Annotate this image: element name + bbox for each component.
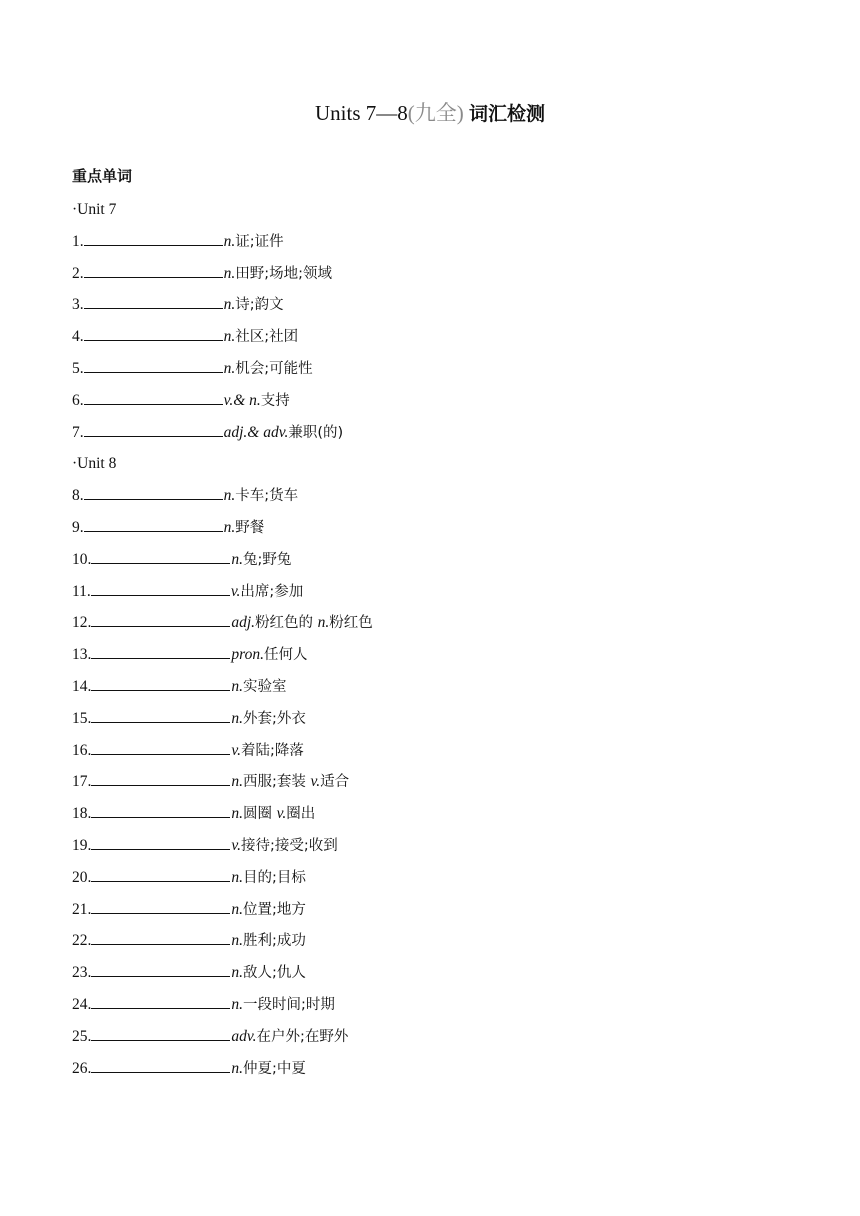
vocab-row <box>72 671 792 703</box>
answer-blank[interactable] <box>91 581 230 596</box>
part-of-speech: v. <box>230 582 241 600</box>
answer-blank[interactable] <box>91 708 230 723</box>
vocab-row <box>72 798 792 830</box>
answer-blank[interactable] <box>91 835 230 850</box>
part-of-speech: n. <box>231 932 243 950</box>
definition: 着陆;降落 <box>240 742 304 759</box>
definition: 卡车;货车 <box>235 488 299 505</box>
part-of-speech: n. <box>223 518 236 536</box>
item-number: 19. <box>72 836 92 854</box>
definition: 西服;套装 <box>243 774 311 791</box>
item-number: 14. <box>72 677 92 695</box>
definition: 外套;外衣 <box>243 710 306 727</box>
part-of-speech: n. <box>231 900 243 918</box>
definition: 目的;目标 <box>243 869 306 886</box>
definition: 圈出 <box>286 806 316 823</box>
definition: 位置;地方 <box>243 901 306 918</box>
item-number: 12. <box>72 614 92 632</box>
part-of-speech: adj.& adv. <box>223 423 289 441</box>
item-number: 16. <box>72 741 92 759</box>
vocab-row <box>72 321 792 353</box>
definition: 敌人;仇人 <box>243 965 306 982</box>
item-number: 17. <box>72 773 92 791</box>
vocab-row <box>72 957 792 989</box>
part-of-speech: n. <box>231 805 243 823</box>
item-number: 1. <box>72 232 84 250</box>
vocab-row <box>72 417 792 449</box>
vocab-row <box>72 512 792 544</box>
part-of-speech: n. <box>231 995 243 1013</box>
item-number: 24. <box>72 995 92 1013</box>
part-of-speech: v.& n. <box>223 391 261 409</box>
part-of-speech: n. <box>317 614 330 632</box>
item-number: 21. <box>72 900 92 918</box>
definition: 野餐 <box>235 519 265 536</box>
vocab-row <box>72 385 792 417</box>
definition: 社区;社团 <box>235 329 299 346</box>
vocab-row <box>72 1021 792 1053</box>
vocab-row <box>72 607 792 639</box>
item-number: 5. <box>72 359 84 377</box>
vocab-row <box>72 289 792 321</box>
answer-blank[interactable] <box>84 517 223 532</box>
vocab-row <box>72 989 792 1021</box>
definition: 圆圈 <box>243 806 277 823</box>
item-number: 26. <box>72 1059 92 1077</box>
item-number: 8. <box>72 487 84 505</box>
unit-label: ·Unit 8 <box>72 455 117 473</box>
vocab-row <box>72 925 792 957</box>
item-number: 13. <box>72 646 92 664</box>
definition: 仲夏;中夏 <box>243 1060 306 1077</box>
part-of-speech: n. <box>231 709 243 727</box>
vocab-row <box>72 639 792 671</box>
answer-blank[interactable] <box>91 803 230 818</box>
definition: 实验室 <box>243 678 287 695</box>
part-of-speech: n. <box>223 232 236 250</box>
definition: 兼职(的) <box>288 424 344 441</box>
answer-blank[interactable] <box>91 1026 230 1041</box>
title-chinese: 词汇检测 <box>469 103 546 125</box>
definition: 出席;参加 <box>240 583 304 600</box>
vocab-row <box>72 703 792 735</box>
vocab-row <box>72 258 792 290</box>
vocab-row <box>72 862 792 894</box>
part-of-speech: pron. <box>231 646 264 664</box>
vocab-row <box>72 544 792 576</box>
word-groups <box>72 194 792 1084</box>
item-number: 22. <box>72 932 92 950</box>
definition: 在户外;在野外 <box>256 1028 349 1045</box>
answer-blank[interactable] <box>91 899 230 914</box>
part-of-speech: adj. <box>231 614 256 632</box>
answer-blank[interactable] <box>84 231 223 246</box>
answer-blank[interactable] <box>84 485 223 500</box>
vocab-row <box>72 735 792 767</box>
item-number: 11. <box>72 582 91 600</box>
page-title <box>0 97 860 130</box>
answer-blank[interactable] <box>84 358 223 373</box>
vocab-row <box>72 480 792 512</box>
item-number: 4. <box>72 328 84 346</box>
definition: 支持 <box>260 392 290 409</box>
definition: 田野;场地;领域 <box>235 265 333 282</box>
item-number: 23. <box>72 964 92 982</box>
definition: 任何人 <box>263 647 308 664</box>
vocab-row <box>72 1053 792 1085</box>
item-number: 6. <box>72 391 84 409</box>
definition: 诗;韵文 <box>235 297 284 314</box>
item-number: 20. <box>72 868 92 886</box>
answer-blank[interactable] <box>91 549 230 564</box>
answer-blank[interactable] <box>84 390 223 405</box>
title-units: Units 7—8 <box>314 101 408 125</box>
item-number: 7. <box>72 423 84 441</box>
part-of-speech: n. <box>223 296 236 314</box>
vocab-row <box>72 894 792 926</box>
item-number: 2. <box>72 264 84 282</box>
part-of-speech: n. <box>231 677 243 695</box>
vocab-row <box>72 576 792 608</box>
answer-blank[interactable] <box>91 771 230 786</box>
definition: 兔;野兔 <box>243 551 292 568</box>
answer-blank[interactable] <box>84 326 223 341</box>
definition: 粉红色 <box>329 615 373 632</box>
unit-label: ·Unit 7 <box>72 201 117 218</box>
answer-blank[interactable] <box>84 263 223 278</box>
answer-blank[interactable] <box>91 1058 230 1073</box>
part-of-speech: n. <box>231 550 243 568</box>
answer-blank[interactable] <box>91 740 230 755</box>
definition: 机会;可能性 <box>235 360 313 377</box>
item-number: 9. <box>72 518 84 536</box>
part-of-speech: n. <box>223 487 236 505</box>
title-grade: (九全) <box>407 101 464 125</box>
answer-blank[interactable] <box>91 644 230 659</box>
part-of-speech: n. <box>223 328 236 346</box>
answer-blank[interactable] <box>91 994 230 1009</box>
answer-blank[interactable] <box>91 930 230 945</box>
item-number: 15. <box>72 709 92 727</box>
section-heading: 重点单词 <box>72 167 133 185</box>
part-of-speech: n. <box>223 264 236 282</box>
vocab-row <box>72 830 792 862</box>
part-of-speech: n. <box>231 964 243 982</box>
definition: 接待;接受;收到 <box>240 837 338 854</box>
part-of-speech: v. <box>310 773 321 791</box>
vocab-row <box>72 766 792 798</box>
part-of-speech: adv. <box>231 1027 257 1045</box>
answer-blank[interactable] <box>91 867 230 882</box>
vocab-row <box>72 226 792 258</box>
answer-blank[interactable] <box>91 962 230 977</box>
part-of-speech: v. <box>231 836 241 854</box>
item-number: 25. <box>72 1027 92 1045</box>
definition: 胜利;成功 <box>243 933 306 950</box>
part-of-speech: v. <box>276 805 287 823</box>
part-of-speech: v. <box>231 741 241 759</box>
definition: 证;证件 <box>235 233 284 250</box>
definition: 粉红色的 <box>255 615 318 632</box>
item-number: 18. <box>72 805 92 823</box>
part-of-speech: n. <box>231 773 243 791</box>
vocab-row <box>72 353 792 385</box>
definition: 适合 <box>320 774 350 791</box>
definition: 一段时间;时期 <box>243 996 335 1013</box>
answer-blank[interactable] <box>91 612 230 627</box>
part-of-speech: n. <box>231 1059 243 1077</box>
vocabulary-list <box>72 162 792 1084</box>
answer-blank[interactable] <box>84 422 223 437</box>
part-of-speech: n. <box>231 868 243 886</box>
item-number: 3. <box>72 296 84 314</box>
part-of-speech: n. <box>223 359 236 377</box>
answer-blank[interactable] <box>91 676 230 691</box>
answer-blank[interactable] <box>84 294 223 309</box>
item-number: 10. <box>72 550 92 568</box>
